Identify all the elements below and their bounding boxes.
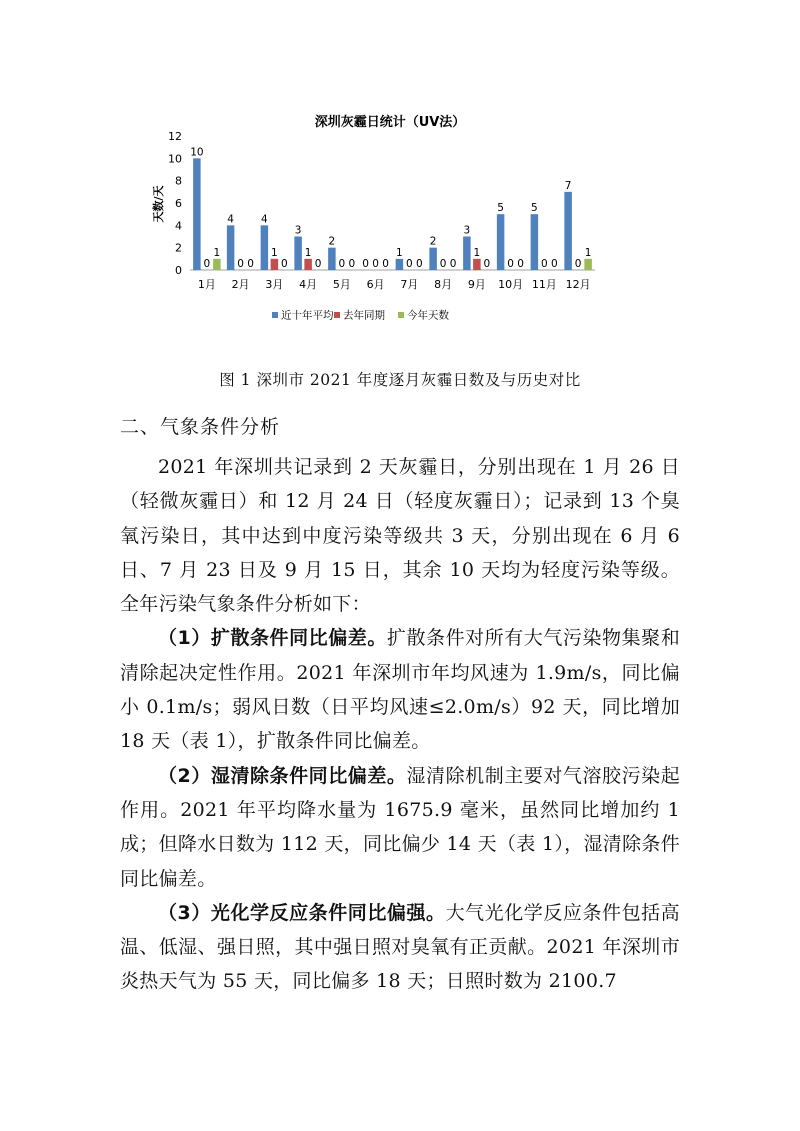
- data-label: 0: [517, 258, 524, 270]
- y-tick-label: 10: [168, 152, 182, 166]
- data-label: 0: [348, 258, 356, 270]
- bar-decade-avg: [497, 214, 505, 270]
- data-label: 1: [584, 246, 592, 259]
- bar-last-year: [473, 259, 481, 270]
- data-label: 0: [541, 258, 548, 270]
- data-label: 0: [574, 258, 582, 270]
- data-label: 4: [227, 213, 234, 226]
- data-label: 0: [203, 258, 211, 270]
- data-label: 10: [190, 146, 204, 159]
- chart-title: 深圳灰霾日统计（UV法）: [314, 115, 466, 130]
- x-tick-label: 8月: [434, 278, 453, 291]
- legend-swatch: [398, 312, 404, 318]
- data-label: 0: [406, 258, 413, 270]
- bar-last-year: [304, 259, 312, 270]
- bar-decade-avg: [227, 225, 235, 270]
- data-label: 0: [362, 258, 369, 270]
- data-label: 0: [247, 258, 254, 270]
- data-label: 2: [429, 235, 437, 248]
- x-tick-label: 3月: [265, 278, 284, 291]
- y-tick-label: 0: [175, 264, 182, 277]
- data-label: 0: [416, 258, 423, 270]
- data-label: 0: [439, 258, 447, 270]
- data-label: 0: [449, 258, 457, 270]
- y-tick-label: 4: [175, 219, 182, 233]
- x-tick-label: 4月: [299, 278, 318, 291]
- section-body: [120, 450, 680, 999]
- data-label: 1: [473, 246, 481, 259]
- bar-decade-avg: [564, 192, 572, 270]
- legend-label: 今年天数: [407, 309, 449, 322]
- section-heading: 二、气象条件分析: [120, 416, 281, 438]
- data-label: 0: [551, 258, 558, 270]
- haze-bar-chart: [150, 100, 630, 340]
- y-tick-label: 2: [175, 241, 182, 255]
- bar-decade-avg: [429, 248, 437, 270]
- data-label: 3: [463, 224, 471, 237]
- figure-caption: 图 1 深圳市 2021 年度逐月灰霾日数及与历史对比: [219, 371, 581, 389]
- data-label: 0: [507, 258, 514, 270]
- x-axis: [198, 278, 591, 291]
- data-label: 0: [237, 258, 244, 270]
- data-label: 4: [261, 213, 268, 226]
- data-label: 0: [382, 258, 389, 270]
- y-axis-label: 天数/天: [152, 185, 165, 223]
- data-label: 0: [314, 258, 322, 270]
- data-label: 5: [531, 202, 538, 215]
- bar-decade-avg: [261, 225, 269, 270]
- paragraph-diffusion: （1）扩散条件同比偏差。扩散条件对所有大气污染物集聚和清除起决定性作用。2021 年深圳市年均风速为 1.9m/s，同比偏小 0.1m/s；弱风日数（日平均风速≤2.0m/s）92 天，同比增加 18 天（表 1），扩散条件同比偏差。: [120, 627, 680, 753]
- legend-swatch: [272, 312, 278, 318]
- paragraph-photochemistry: （3）光化学反应条件同比偏强。大气光化学反应条件包括高温、低湿、强日照，其中强日照对臭氧有正贡献。2021 年深圳市炎热天气为 55 天，同比偏多 18 天；日照时数为 2100.7: [120, 901, 680, 993]
- x-tick-label: 10月: [498, 278, 524, 291]
- paragraph-intro: 2021 年深圳共记录到 2 天灰霾日，分别出现在 1 月 26 日（轻微灰霾日）和 12 月 24 日（轻度灰霾日）；记录到 13 个臭氧污染日，其中达到中度污染等级共 3 天，分别出现在 6 月 6 日、7 月 23 日及 9 月 15 日，其余 10 天均为轻度污染等级。全年污染气象条件分析如下：: [120, 456, 680, 616]
- bar-this-year: [213, 259, 221, 270]
- x-tick-label: 6月: [366, 278, 385, 291]
- data-label: 2: [328, 235, 336, 248]
- bar-decade-avg: [193, 158, 201, 270]
- data-label: 1: [213, 246, 221, 259]
- data-label: 1: [271, 246, 278, 259]
- legend-label: 去年同期: [343, 309, 385, 322]
- y-tick-label: 12: [168, 130, 182, 143]
- x-tick-label: 7月: [400, 278, 419, 291]
- data-label: 1: [304, 246, 312, 259]
- x-tick-label: 12月: [565, 278, 591, 291]
- legend: [272, 309, 449, 322]
- x-tick-label: 11月: [531, 278, 557, 291]
- data-label: 1: [396, 246, 403, 259]
- bar-decade-avg: [294, 237, 302, 271]
- bar-decade-avg: [328, 248, 336, 270]
- bar-decade-avg: [531, 214, 539, 270]
- x-tick-label: 5月: [332, 278, 351, 291]
- y-tick-label: 6: [175, 197, 182, 210]
- data-label: 0: [281, 258, 288, 270]
- bars: [190, 146, 592, 270]
- legend-swatch: [334, 312, 340, 318]
- data-label: 0: [483, 258, 491, 270]
- bar-decade-avg: [463, 237, 471, 271]
- bar-last-year: [271, 259, 279, 270]
- bar-this-year: [584, 259, 592, 270]
- legend-label: 近十年平均: [281, 309, 334, 322]
- data-label: 7: [564, 179, 572, 192]
- data-label: 5: [497, 202, 504, 215]
- x-tick-label: 1月: [197, 278, 216, 291]
- bar-decade-avg: [396, 259, 404, 270]
- x-tick-label: 9月: [467, 278, 486, 291]
- data-label: 0: [338, 258, 346, 270]
- paragraph-wet-removal: （2）湿清除条件同比偏差。湿清除机制主要对气溶胶污染起作用。2021 年平均降水量为 1675.9 毫米，虽然同比增加约 1 成；但降水日数为 112 天，同比偏少 14 天（表 1），湿清除条件同比偏差。: [120, 764, 681, 890]
- y-tick-label: 8: [175, 174, 182, 188]
- data-label: 3: [294, 224, 302, 237]
- data-label: 0: [372, 258, 379, 270]
- x-tick-label: 2月: [231, 278, 250, 291]
